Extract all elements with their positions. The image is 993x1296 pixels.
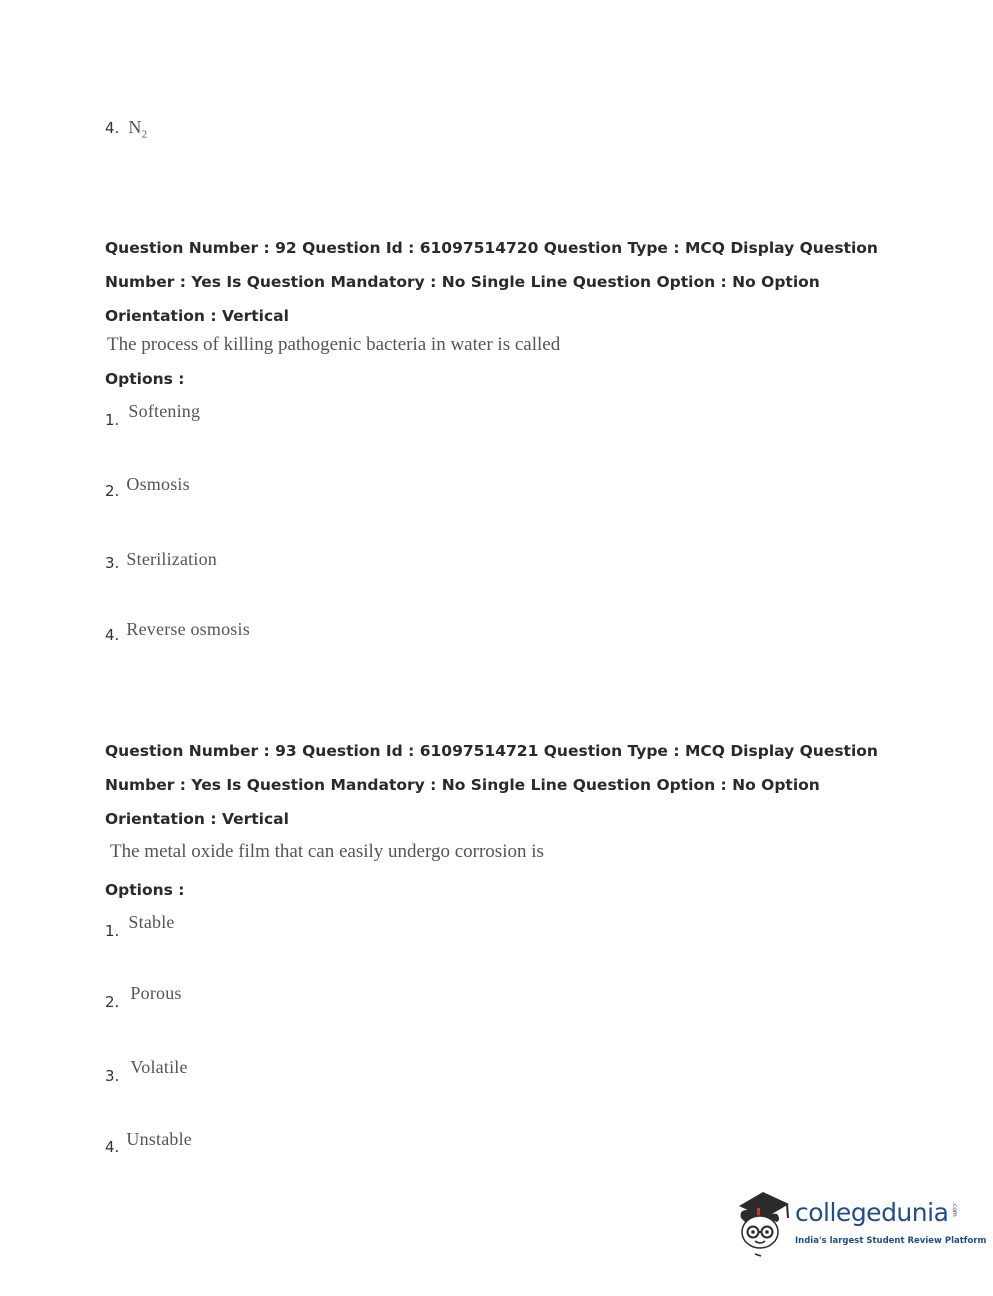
- q93-option-2[interactable]: [105, 983, 182, 1011]
- option-number: 3.: [105, 1067, 120, 1085]
- option-text: [128, 117, 148, 141]
- option-number: 1.: [105, 922, 120, 940]
- q92-option-4[interactable]: [105, 619, 250, 644]
- q93-option-1[interactable]: [105, 912, 175, 940]
- option-number: 4.: [105, 1138, 120, 1156]
- option-number: 4.: [105, 626, 120, 644]
- prev-option-4: [105, 117, 147, 141]
- q92-option-3[interactable]: [105, 549, 217, 570]
- logo-tagline: India's largest Student Review Platform: [795, 1236, 987, 1246]
- q92-options-label: Options :: [105, 370, 185, 388]
- option-number: 2.: [105, 993, 120, 1011]
- option-text: Unstable: [126, 1129, 192, 1149]
- option-text: Osmosis: [126, 474, 190, 494]
- q93-option-4[interactable]: [105, 1129, 192, 1156]
- q93-options-label: Options :: [105, 881, 185, 899]
- collegedunia-logo: [733, 1188, 987, 1262]
- logo-domain-suffix: .com: [951, 1202, 958, 1217]
- q93-metadata: Question Number : 93 Question Id : 61097514721 Question Type : MCQ Display Question Number : Yes Is Question Mandatory : No Single Line Question Option : No Option Orientation : Vertical: [105, 742, 878, 828]
- logo-brand-text: collegedunia: [795, 1198, 949, 1227]
- option-number: 3.: [105, 554, 120, 572]
- q92-option-2[interactable]: [105, 474, 190, 500]
- option-text: Reverse osmosis: [126, 619, 250, 639]
- formula-subscript: 2: [141, 128, 148, 141]
- q92-question-text: The process of killing pathogenic bacteria in water is called: [107, 334, 561, 355]
- option-text: Porous: [130, 983, 182, 1003]
- option-number: 2.: [105, 482, 120, 500]
- student-mascot-icon: [733, 1188, 793, 1260]
- q93-question-text: The metal oxide film that can easily undergo corrosion is: [110, 841, 544, 862]
- formula-symbol: N: [128, 117, 142, 137]
- option-number: 1.: [105, 411, 120, 429]
- option-text: Volatile: [130, 1057, 188, 1077]
- q92-option-1[interactable]: [105, 401, 201, 429]
- option-text: Sterilization: [126, 549, 217, 569]
- q92-metadata: Question Number : 92 Question Id : 61097514720 Question Type : MCQ Display Question Number : Yes Is Question Mandatory : No Single Line Question Option : No Option Orientation : Vertical: [105, 239, 878, 325]
- q93-option-3[interactable]: [105, 1057, 188, 1085]
- option-text: Softening: [128, 401, 201, 421]
- option-text: Stable: [128, 912, 175, 932]
- option-number: 4.: [105, 119, 120, 137]
